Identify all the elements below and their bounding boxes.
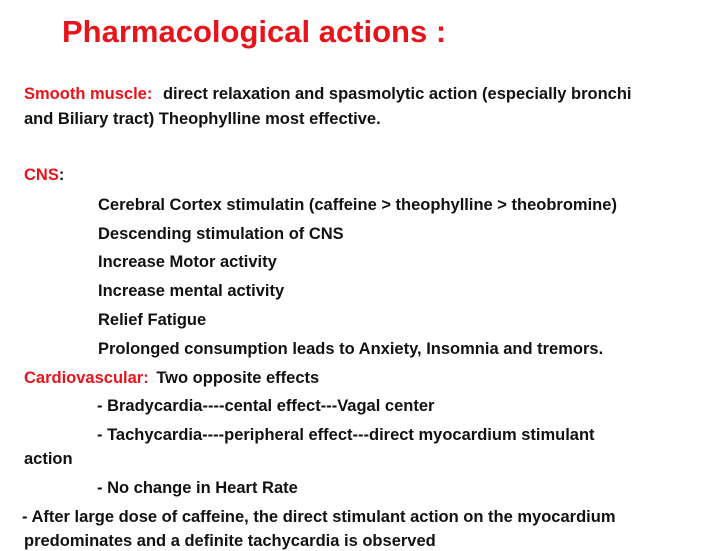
cns-item: Increase mental activity <box>98 282 285 300</box>
smooth-muscle-line-2: and Biliary tract) Theophylline most effective. <box>24 110 381 128</box>
cns-item: Prolonged consumption leads to Anxiety, Insomnia and tremors. <box>98 340 604 358</box>
cardio-large-dose: - After large dose of caffeine, the direct stimulant action on the myocardium <box>22 508 616 526</box>
cardio-continuation: action <box>24 450 73 468</box>
cns-item: Relief Fatigue <box>98 311 207 329</box>
smooth-muscle-text: direct relaxation and spasmolytic action (especially bronchi <box>162 85 632 103</box>
cardio-text: Two opposite effects <box>156 369 320 387</box>
cardio-line <box>24 368 319 388</box>
cns-label-colon: : <box>58 166 65 184</box>
cns-item: Increase Motor activity <box>98 253 277 271</box>
cns-heading <box>24 165 64 185</box>
cardio-large-dose-cont: predominates and a definite tachycardia is observed <box>24 532 436 550</box>
cns-label: CNS <box>24 166 59 184</box>
page-title: Pharmacological actions : <box>62 14 447 49</box>
cardio-no-change: - No change in Heart Rate <box>97 479 298 497</box>
cardio-item: - Tachycardia----peripheral effect---direct myocardium stimulant <box>97 426 595 444</box>
smooth-muscle-line <box>24 84 632 104</box>
cardio-label: Cardiovascular: <box>24 369 149 387</box>
cns-item: Descending stimulation of CNS <box>98 225 344 243</box>
smooth-muscle-label: Smooth muscle: <box>24 85 153 103</box>
cardio-item: - Bradycardia----cental effect---Vagal center <box>97 397 435 415</box>
cns-item: Cerebral Cortex stimulatin (caffeine > theophylline > theobromine) <box>98 196 617 214</box>
